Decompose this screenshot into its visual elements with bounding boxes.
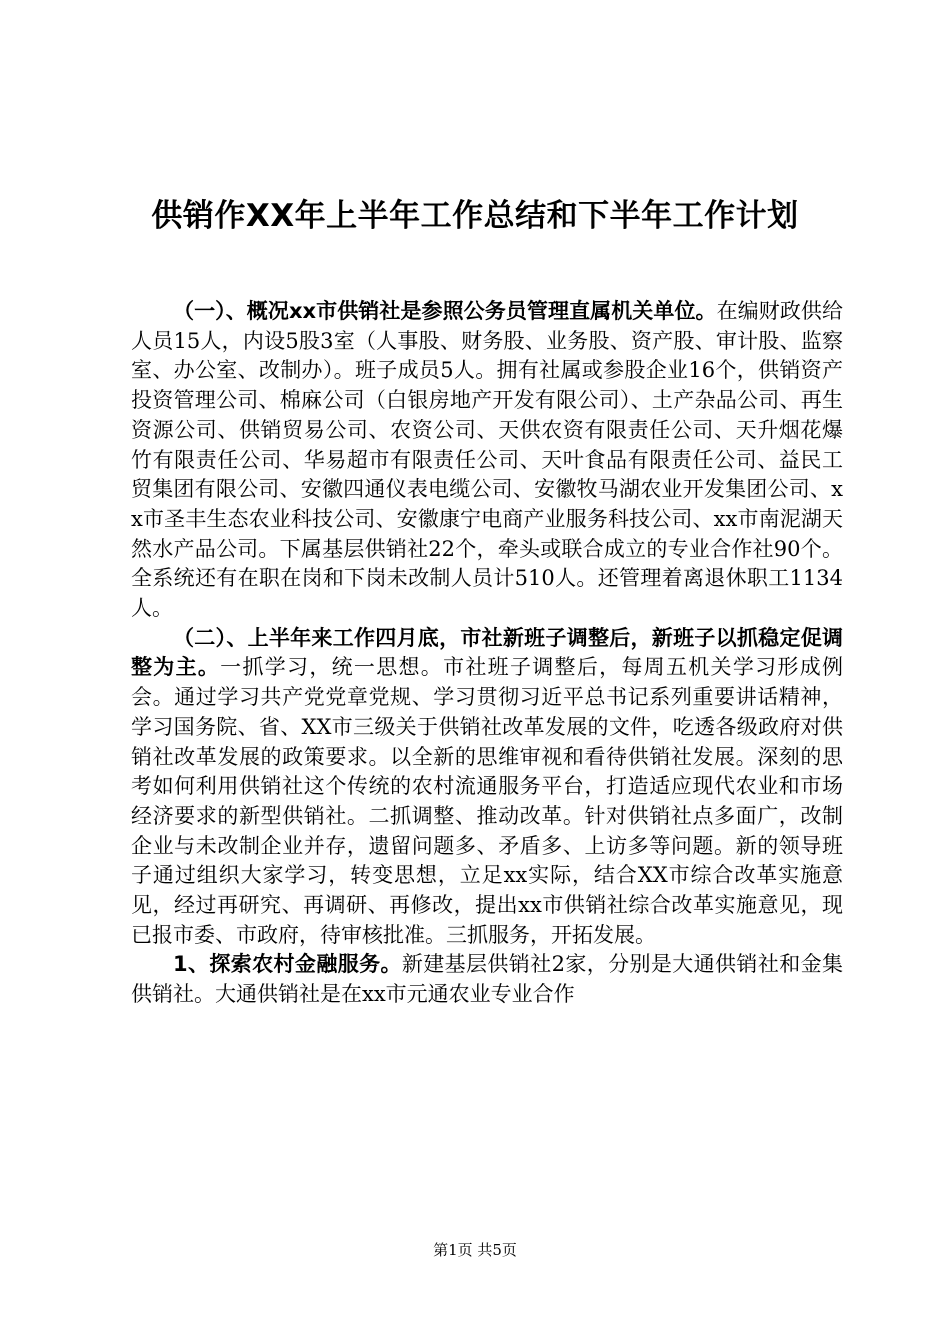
document-title: 供销作XX年上半年工作总结和下半年工作计划 (151, 198, 799, 234)
paragraph-lead: （二）、上半年来工作四月底，市社新班子调整后，新班子以抓稳定促调整为主。 (131, 625, 843, 680)
page-footer: 第1页 共5页 (433, 1241, 517, 1259)
paragraph-rural-finance (131, 950, 843, 1009)
paragraph-text: 一抓学习，统一思想。市社班子调整后，每周五机关学习形成例会。通过学习共产党党章党规、学习贯彻习近平总书记系列重要讲话精神，学习国务院、省、XX市三级关于供销社改革发展的文件，吃透各级政府对供销社改革发展的政策要求。以全新的思维审视和看待供销社发展。深刻的思考如何利用供销社这个传统的农村流通服务平台，打造适应现代农业和市场经济要求的新型供销社。二抓调整、推动改革。针对供销社点多面广，改制企业与未改制企业并存，遗留问题多、矛盾多、上访多等问题。新的领导班子通过组织大家学习，转变思想，立足xx实际，结合XX市综合改革实施意见，经过再研究、再调研、再修改，提出xx市供销社综合改革实施意见，现已报市委、市政府，待审核批准。三抓服务，开拓发展。 (131, 655, 844, 947)
document-body (131, 297, 843, 1010)
paragraph-lead: 1、探索农村金融服务。 (173, 952, 402, 977)
paragraph-overview (131, 297, 843, 624)
paragraph-text: 新建基层供销社2家，分别是大通供销社和金集供销社。大通供销社是在xx市元通农业专业合作 (131, 952, 843, 1007)
paragraph-first-half-work (131, 624, 843, 951)
paragraph-lead: （一）、概况xx市供销社是参照公务员管理直属机关单位。 (173, 299, 717, 323)
paragraph-text: 在编财政供给人员15人，内设5股3室（人事股、财务股、业务股、资产股、审计股、监察室、办公室、改制办）。班子成员5人。拥有社属或参股企业16个，供销资产投资管理公司、棉麻公司（白银房地产开发有限公司）、土产杂品公司、再生资源公司、供销贸易公司、农资公司、天供农资有限责任公司、天升烟花爆竹有限责任公司、华易超市有限责任公司、天叶食品有限责任公司、益民工贸集团有限公司、安徽四通仪表电缆公司、安徽牧马湖农业开发集团公司、xx市圣丰生态农业科技公司、安徽康宁电商产业服务科技公司、xx市南泥湖天然水产品公司。下属基层供销社22个，牵头或联合成立的专业合作社90个。全系统还有在职在岗和下岗未改制人员计510人。还管理着离退休职工1134人。 (131, 299, 843, 621)
